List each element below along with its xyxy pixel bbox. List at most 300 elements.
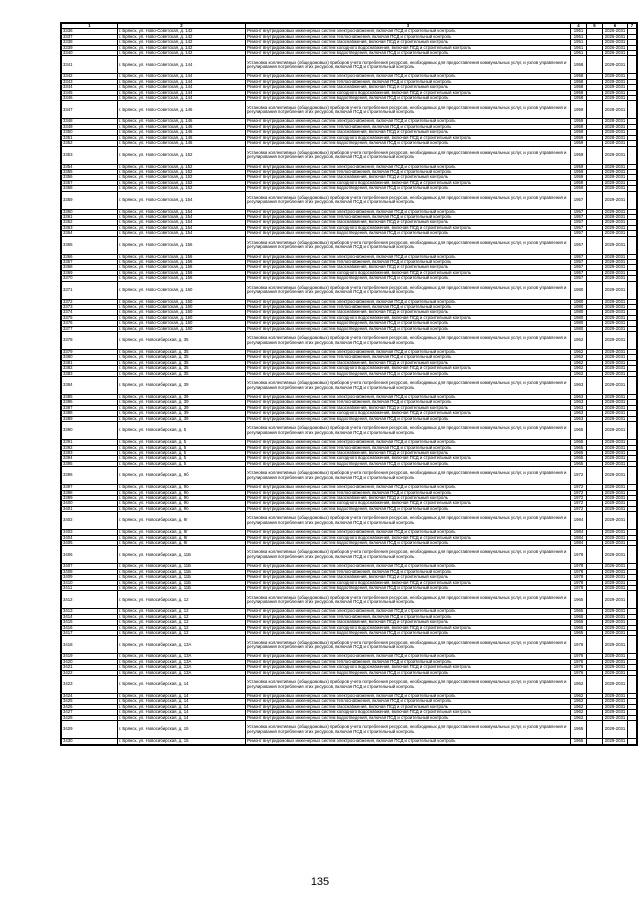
row-number: 3408 [62, 569, 118, 574]
year-cell: 1976 [571, 659, 587, 664]
address-cell: г. Брянск, ул. Новосибирская, д. 39 [118, 405, 246, 410]
address-cell: г. Брянск, ул. Ново-Советская, д. 152 [118, 175, 246, 180]
row-number: 3422 [62, 670, 118, 675]
work-type-cell: Ремонт внутридомовых инженерных систем теплоснабжения, включая ПСД и строительный контроль [246, 259, 571, 264]
period-cell: 2029-2031 [603, 512, 628, 530]
address-cell: г. Брянск, ул. Новосибирская, д. 12 [118, 609, 246, 614]
period-cell: 2029-2031 [603, 699, 628, 704]
work-type-cell: Ремонт внутридомовых инженерных систем водоотведения, включая ПСД и строительный контроль [246, 631, 571, 636]
year-cell: 1980 [571, 315, 587, 320]
row-number: 3365 [62, 236, 118, 254]
row-number: 3363 [62, 225, 118, 230]
address-cell: г. Брянск, ул. Новосибирская, д. 12 [118, 614, 246, 619]
year-cell: 1959 [571, 141, 587, 146]
row-number: 3399 [62, 495, 118, 500]
work-type-cell: Ремонт внутридомовых инженерных систем электроснабжения, включая ПСД и строительный контроль [246, 654, 571, 659]
address-cell: г. Брянск, ул. Ново-Советская, д. 160 [118, 315, 246, 320]
address-cell: г. Брянск, ул. Новосибирская, д. 11Б [118, 580, 246, 585]
row-number: 3430 [62, 739, 118, 744]
table-row [62, 332, 637, 350]
period-cell: 2029-2031 [603, 467, 628, 485]
work-type-cell: Установка коллективных (общедомовых) приборов учета потребления ресурсов, необходимых для предоставления коммунальных услуг, и узлов управления и регулирования потребления этих ресурсов, включая ПСД и строительный контроль [246, 676, 571, 694]
register-table [60, 22, 638, 746]
address-cell: г. Брянск, ул. Новосибирская, д. 13А [118, 670, 246, 675]
year-cell: 1962 [571, 371, 587, 376]
table-row [62, 281, 637, 299]
period-cell: 2026-2031 [603, 564, 628, 569]
year-cell: 1962 [571, 676, 587, 694]
row-number: 3340 [62, 51, 118, 56]
work-type-cell: Ремонт внутридомовых инженерных систем газоснабжения, включая ПСД и строительный контроль [246, 220, 571, 225]
table-row [62, 546, 637, 564]
empty-cell [587, 236, 603, 254]
work-type-cell: Ремонт внутридомовых инженерных систем теплоснабжения, включая ПСД и строительный контроль [246, 124, 571, 129]
row-number: 3394 [62, 456, 118, 461]
address-cell: г. Брянск, ул. Новосибирская, д. 39 [118, 400, 246, 405]
address-cell: г. Брянск, ул. Новосибирская, д. 9г [118, 530, 246, 535]
work-type-cell: Установка коллективных (общедомовых) приборов учета потребления ресурсов, необходимых для предоставления коммунальных услуг, и узлов управления и регулирования потребления этих ресурсов, включая ПСД и строительный контроль [246, 512, 571, 530]
empty-cell [587, 191, 603, 209]
row-number: 3349 [62, 124, 118, 129]
work-type-cell: Ремонт внутридомовых инженерных систем водоотведения, включая ПСД и строительный контроль [246, 186, 571, 191]
year-cell: 1963 [571, 377, 587, 395]
work-type-cell: Ремонт внутридомовых инженерных систем водоотведения, включая ПСД и строительный контроль [246, 540, 571, 545]
row-number: 3370 [62, 276, 118, 281]
period-cell: 2029-2031 [603, 659, 628, 664]
address-cell: г. Брянск, ул. Новосибирская, д. 35 [118, 332, 246, 350]
row-number: 3359 [62, 191, 118, 209]
period-cell: 2029-2031 [603, 191, 628, 209]
year-cell: 1959 [571, 180, 587, 185]
period-cell: 2029-2031 [603, 310, 628, 315]
work-type-cell: Ремонт внутридомовых инженерных систем газоснабжения, включая ПСД и строительный контроль [246, 575, 571, 580]
work-type-cell: Ремонт внутридомовых инженерных систем холодного водоснабжения, включая ПСД и строительный контроль [246, 710, 571, 715]
work-type-cell: Ремонт внутридомовых инженерных систем теплоснабжения, включая ПСД и строительный контроль [246, 355, 571, 360]
address-cell: г. Брянск, ул. Ново-Советская, д. 146 [118, 135, 246, 140]
empty-cell [628, 377, 637, 395]
column-2-header: 2 [118, 24, 246, 29]
year-cell: 1957 [571, 270, 587, 275]
row-number: 3377 [62, 326, 118, 331]
row-number: 3407 [62, 564, 118, 569]
work-type-cell: Ремонт внутридомовых инженерных систем газоснабжения, включая ПСД и строительный контроль [246, 310, 571, 315]
row-number: 3366 [62, 254, 118, 259]
period-cell: 2029-2031 [603, 694, 628, 699]
address-cell: г. Брянск, ул. Новосибирская, д. 39 [118, 411, 246, 416]
year-cell: 1958 [571, 96, 587, 101]
period-cell: 2029-2031 [603, 305, 628, 310]
row-number: 3402 [62, 512, 118, 530]
address-cell: г. Брянск, ул. Ново-Советская, д. 156 [118, 254, 246, 259]
period-cell: 2029-2031 [603, 350, 628, 355]
year-cell: 1984 [571, 540, 587, 545]
address-cell: г. Брянск, ул. Ново-Советская, д. 160 [118, 321, 246, 326]
page-number: 135 [310, 876, 330, 888]
year-cell: 1972 [571, 490, 587, 495]
address-cell: г. Брянск, ул. Ново-Советская, д. 156 [118, 276, 246, 281]
row-number: 3397 [62, 485, 118, 490]
work-type-cell: Ремонт внутридомовых инженерных систем газоснабжения, включая ПСД и строительный контроль [246, 40, 571, 45]
address-cell: г. Брянск, ул. Ново-Советская, д. 144 [118, 85, 246, 90]
year-cell: 1962 [571, 360, 587, 365]
year-cell: 1951 [571, 34, 587, 39]
year-cell: 1959 [571, 175, 587, 180]
year-cell: 1959 [571, 119, 587, 124]
year-cell: 1965 [571, 422, 587, 440]
empty-cell [587, 281, 603, 299]
row-number: 3378 [62, 332, 118, 350]
row-number: 3427 [62, 710, 118, 715]
address-cell: г. Брянск, ул. Новосибирская, д. 9г [118, 535, 246, 540]
year-cell: 1984 [571, 535, 587, 540]
row-number: 3341 [62, 56, 118, 74]
row-number: 3401 [62, 506, 118, 511]
table-row [62, 56, 637, 74]
period-cell: 2029-2031 [603, 506, 628, 511]
row-number: 3343 [62, 79, 118, 84]
period-cell: 2029-2031 [603, 405, 628, 410]
period-cell: 2029-2031 [603, 501, 628, 506]
period-cell: 2029-2031 [603, 445, 628, 450]
table-row [62, 191, 637, 209]
work-type-cell: Ремонт внутридомовых инженерных систем водоотведения, включая ПСД и строительный контроль [246, 321, 571, 326]
row-number: 3339 [62, 45, 118, 50]
empty-cell [587, 467, 603, 485]
work-type-cell: Ремонт внутридомовых инженерных систем теплоснабжения, включая ПСД и строительный контроль [246, 614, 571, 619]
work-type-cell: Ремонт внутридомовых инженерных систем водоотведения, включая ПСД и строительный контроль [246, 51, 571, 56]
address-cell: г. Брянск, ул. Ново-Советская, д. 146 [118, 101, 246, 119]
work-type-cell: Ремонт внутридомовых инженерных систем теплоснабжения, включая ПСД и строительный контроль [246, 699, 571, 704]
row-number: 3428 [62, 715, 118, 720]
work-type-cell: Ремонт внутридомовых инженерных систем водоотведения, включая ПСД и строительный контроль [246, 141, 571, 146]
empty-cell [587, 101, 603, 119]
row-number: 3423 [62, 676, 118, 694]
address-cell: г. Брянск, ул. Новосибирская, д. 39 [118, 395, 246, 400]
address-cell: г. Брянск, ул. Новосибирская, д. 9б [118, 490, 246, 495]
address-cell: г. Брянск, ул. Новосибирская, д. 9г [118, 512, 246, 530]
work-type-cell: Ремонт внутридомовых инженерных систем электроснабжения, включая ПСД и строительный контроль [246, 485, 571, 490]
work-type-cell: Установка коллективных (общедомовых) приборов учета потребления ресурсов, необходимых для предоставления коммунальных услуг, и узлов управления и регулирования потребления этих ресурсов, включая ПСД и строительный контроль [246, 281, 571, 299]
row-number: 3356 [62, 175, 118, 180]
row-number: 3351 [62, 135, 118, 140]
row-number: 3374 [62, 310, 118, 315]
period-cell: 2029-2031 [603, 315, 628, 320]
work-type-cell: Ремонт внутридомовых инженерных систем электроснабжения, включая ПСД и строительный контроль [246, 564, 571, 569]
period-cell: 2029-2031 [603, 74, 628, 79]
empty-cell [587, 591, 603, 609]
empty-cell [628, 101, 637, 119]
empty-cell [628, 56, 637, 74]
work-type-cell: Ремонт внутридомовых инженерных систем электроснабжения, включая ПСД и строительный контроль [246, 299, 571, 304]
period-cell: 2029-2031 [603, 580, 628, 585]
work-type-cell: Ремонт внутридомовых инженерных систем холодного водоснабжения, включая ПСД и строительный контроль [246, 45, 571, 50]
year-cell: 1958 [571, 74, 587, 79]
year-cell: 1957 [571, 254, 587, 259]
row-number: 3379 [62, 350, 118, 355]
work-type-cell: Ремонт внутридомовых инженерных систем водоотведения, включая ПСД и строительный контроль [246, 715, 571, 720]
empty-cell [628, 591, 637, 609]
work-type-cell: Установка коллективных (общедомовых) приборов учета потребления ресурсов, необходимых для предоставления коммунальных услуг, и узлов управления и регулирования потребления этих ресурсов, включая ПСД и строительный контроль [246, 721, 571, 739]
address-cell: г. Брянск, ул. Новосибирская, д. 14 [118, 715, 246, 720]
period-cell: 2029-2031 [603, 461, 628, 466]
period-cell: 2028-2031 [603, 119, 628, 124]
table-row [62, 467, 637, 485]
row-number: 3420 [62, 659, 118, 664]
work-type-cell: Установка коллективных (общедомовых) приборов учета потребления ресурсов, необходимых для предоставления коммунальных услуг, и узлов управления и регулирования потребления этих ресурсов, включая ПСД и строительный контроль [246, 422, 571, 440]
year-cell: 1976 [571, 654, 587, 659]
work-type-cell: Установка коллективных (общедомовых) приборов учета потребления ресурсов, необходимых для предоставления коммунальных услуг, и узлов управления и регулирования потребления этих ресурсов, включая ПСД и строительный контроль [246, 146, 571, 164]
row-number: 3417 [62, 631, 118, 636]
year-cell: 1962 [571, 715, 587, 720]
table-row [62, 676, 637, 694]
work-type-cell: Ремонт внутридомовых инженерных систем холодного водоснабжения, включая ПСД и строительный контроль [246, 665, 571, 670]
address-cell: г. Брянск, ул. Ново-Советская, д. 156 [118, 236, 246, 254]
period-cell: 2029-2031 [603, 422, 628, 440]
address-cell: г. Брянск, ул. Ново-Советская, д. 142 [118, 40, 246, 45]
address-cell: г. Брянск, ул. Новосибирская, д. 39 [118, 377, 246, 395]
row-number: 3400 [62, 501, 118, 506]
address-cell: г. Брянск, ул. Ново-Советская, д. 154 [118, 225, 246, 230]
work-type-cell: Ремонт внутридомовых инженерных систем водоотведения, включая ПСД и строительный контроль [246, 371, 571, 376]
row-number: 3338 [62, 40, 118, 45]
period-cell: 2029-2031 [603, 366, 628, 371]
period-cell: 2029-2031 [603, 164, 628, 169]
row-number: 3348 [62, 119, 118, 124]
row-number: 3350 [62, 130, 118, 135]
period-cell: 2029-2031 [603, 676, 628, 694]
address-cell: г. Брянск, ул. Ново-Советская, д. 142 [118, 29, 246, 34]
row-number: 3353 [62, 146, 118, 164]
table-row [62, 377, 637, 395]
row-number: 3409 [62, 575, 118, 580]
year-cell: 1962 [571, 355, 587, 360]
work-type-cell: Установка коллективных (общедомовых) приборов учета потребления ресурсов, необходимых для предоставления коммунальных услуг, и узлов управления и регулирования потребления этих ресурсов, включая ПСД и строительный контроль [246, 191, 571, 209]
year-cell: 1972 [571, 506, 587, 511]
period-cell: 2029-2031 [603, 739, 628, 744]
period-cell: 2026-2031 [603, 40, 628, 45]
address-cell: г. Брянск, ул. Ново-Советская, д. 156 [118, 265, 246, 270]
row-number: 3415 [62, 620, 118, 625]
table-row [62, 422, 637, 440]
period-cell: 2029-2031 [603, 631, 628, 636]
period-cell: 2029-2031 [603, 276, 628, 281]
year-cell: 1959 [571, 130, 587, 135]
address-cell: г. Брянск, ул. Новосибирская, д. 13А [118, 665, 246, 670]
year-cell: 1958 [571, 90, 587, 95]
address-cell: г. Брянск, ул. Новосибирская, д. 13А [118, 636, 246, 654]
column-4-header: 4 [571, 24, 587, 29]
year-cell: 1957 [571, 236, 587, 254]
address-cell: г. Брянск, ул. Ново-Советская, д. 160 [118, 299, 246, 304]
year-cell: 1978 [571, 564, 587, 569]
table-row [62, 739, 637, 744]
period-cell: 2029-2031 [603, 620, 628, 625]
year-cell: 1965 [571, 631, 587, 636]
period-cell: 2029-2031 [603, 535, 628, 540]
period-cell: 2029-2031 [603, 360, 628, 365]
period-cell: 2029-2031 [603, 270, 628, 275]
row-number: 3425 [62, 699, 118, 704]
address-cell: г. Брянск, ул. Новосибирская, д. 14 [118, 710, 246, 715]
year-cell: 1962 [571, 350, 587, 355]
empty-cell [587, 377, 603, 395]
address-cell: г. Брянск, ул. Ново-Советская, д. 156 [118, 259, 246, 264]
address-cell: г. Брянск, ул. Новосибирская, д. 5 [118, 440, 246, 445]
address-cell: г. Брянск, ул. Новосибирская, д. 35 [118, 360, 246, 365]
empty-cell [628, 236, 637, 254]
year-cell: 1959 [571, 164, 587, 169]
period-cell: 2029-2031 [603, 540, 628, 545]
address-cell: г. Брянск, ул. Ново-Советская, д. 144 [118, 96, 246, 101]
work-type-cell: Установка коллективных (общедомовых) приборов учета потребления ресурсов, необходимых для предоставления коммунальных услуг, и узлов управления и регулирования потребления этих ресурсов, включая ПСД и строительный контроль [246, 591, 571, 609]
row-number: 3383 [62, 371, 118, 376]
empty-cell [628, 676, 637, 694]
period-cell: 2029-2031 [603, 209, 628, 214]
row-number: 3403 [62, 530, 118, 535]
year-cell: 1957 [571, 209, 587, 214]
work-type-cell: Ремонт внутридомовых инженерных систем газоснабжения, включая ПСД и строительный контроль [246, 405, 571, 410]
period-cell: 2029-2031 [603, 614, 628, 619]
work-type-cell: Ремонт внутридомовых инженерных систем электроснабжения, включая ПСД и строительный контроль [246, 694, 571, 699]
address-cell: г. Брянск, ул. Ново-Советская, д. 146 [118, 141, 246, 146]
period-cell: 2029-2031 [603, 546, 628, 564]
period-cell: 2029-2031 [603, 490, 628, 495]
period-cell: 2029-2031 [603, 146, 628, 164]
period-cell: 2029-2031 [603, 281, 628, 299]
empty-cell [587, 676, 603, 694]
row-number: 3411 [62, 586, 118, 591]
year-cell: 1957 [571, 276, 587, 281]
period-cell: 2028-2031 [603, 101, 628, 119]
row-number: 3354 [62, 164, 118, 169]
period-cell: 2029-2031 [603, 332, 628, 350]
address-cell: г. Брянск, ул. Ново-Советская, д. 152 [118, 146, 246, 164]
address-cell: г. Брянск, ул. Новосибирская, д. 15 [118, 739, 246, 744]
year-cell: 1962 [571, 366, 587, 371]
year-cell: 1978 [571, 546, 587, 564]
period-cell: 2029-2031 [603, 180, 628, 185]
row-number: 3369 [62, 270, 118, 275]
work-type-cell: Ремонт внутридомовых инженерных систем водоотведения, включая ПСД и строительный контроль [246, 461, 571, 466]
address-cell: г. Брянск, ул. Ново-Советская, д. 144 [118, 74, 246, 79]
year-cell: 1976 [571, 636, 587, 654]
period-cell: 2028-2031 [603, 135, 628, 140]
work-type-cell: Ремонт внутридомовых инженерных систем газоснабжения, включая ПСД и строительный контроль [246, 175, 571, 180]
address-cell: г. Брянск, ул. Новосибирская, д. 12 [118, 591, 246, 609]
address-cell: г. Брянск, ул. Новосибирская, д. 12 [118, 620, 246, 625]
year-cell: 1965 [571, 614, 587, 619]
address-cell: г. Брянск, ул. Новосибирская, д. 5 [118, 456, 246, 461]
period-cell: 2029-2031 [603, 79, 628, 84]
row-number: 3393 [62, 450, 118, 455]
work-type-cell: Ремонт внутридомовых инженерных систем водоотведения, включая ПСД и строительный контроль [246, 416, 571, 421]
empty-cell [628, 332, 637, 350]
period-cell: 2029-2031 [603, 321, 628, 326]
address-cell: г. Брянск, ул. Ново-Советская, д. 160 [118, 305, 246, 310]
year-cell: 1965 [571, 456, 587, 461]
address-cell: г. Брянск, ул. Ново-Советская, д. 152 [118, 180, 246, 185]
period-cell: 2029-2031 [603, 586, 628, 591]
period-cell: 2028-2031 [603, 130, 628, 135]
work-type-cell: Ремонт внутридомовых инженерных систем теплоснабжения, включая ПСД и строительный контроль [246, 214, 571, 219]
work-type-cell: Ремонт внутридомовых инженерных систем холодного водоснабжения, включая ПСД и строительный контроль [246, 625, 571, 630]
work-type-cell: Ремонт внутридомовых инженерных систем электроснабжения, включая ПСД и строительный контроль [246, 530, 571, 535]
work-type-cell: Ремонт внутридомовых инженерных систем холодного водоснабжения, включая ПСД и строительный контроль [246, 225, 571, 230]
row-number: 3389 [62, 416, 118, 421]
work-type-cell: Ремонт внутридомовых инженерных систем электроснабжения, включая ПСД и строительный контроль [246, 209, 571, 214]
row-number: 3398 [62, 490, 118, 495]
year-cell: 1957 [571, 265, 587, 270]
address-cell: г. Брянск, ул. Ново-Советская, д. 160 [118, 310, 246, 315]
year-cell: 1965 [571, 461, 587, 466]
year-cell: 1959 [571, 135, 587, 140]
year-cell: 1957 [571, 214, 587, 219]
period-cell: 2029-2031 [603, 575, 628, 580]
year-cell: 1951 [571, 40, 587, 45]
period-cell: 2029-2031 [603, 85, 628, 90]
row-number: 3426 [62, 704, 118, 709]
address-cell: г. Брянск, ул. Новосибирская, д. 11Б [118, 586, 246, 591]
work-type-cell: Ремонт внутридомовых инженерных систем газоснабжения, включая ПСД и строительный контроль [246, 495, 571, 500]
work-type-cell: Ремонт внутридомовых инженерных систем водоотведения, включая ПСД и строительный контроль [246, 96, 571, 101]
row-number: 3357 [62, 180, 118, 185]
address-cell: г. Брянск, ул. Новосибирская, д. 9б [118, 485, 246, 490]
period-cell: 2029-2031 [603, 254, 628, 259]
period-cell: 2029-2031 [603, 395, 628, 400]
address-cell: г. Брянск, ул. Ново-Советская, д. 160 [118, 326, 246, 331]
period-cell: 2029-2031 [603, 377, 628, 395]
row-number: 3380 [62, 355, 118, 360]
period-cell: 2029-2031 [603, 96, 628, 101]
address-cell: г. Брянск, ул. Новосибирская, д. 11Б [118, 564, 246, 569]
empty-cell [587, 332, 603, 350]
work-type-cell: Ремонт внутридомовых инженерных систем холодного водоснабжения, включая ПСД и строительный контроль [246, 366, 571, 371]
year-cell: 1963 [571, 405, 587, 410]
year-cell: 1962 [571, 694, 587, 699]
period-cell: 2026-2031 [603, 45, 628, 50]
row-number: 3360 [62, 209, 118, 214]
address-cell: г. Брянск, ул. Новосибирская, д. 5 [118, 461, 246, 466]
period-cell: 2029-2031 [603, 591, 628, 609]
period-cell: 2029-2031 [603, 371, 628, 376]
year-cell: 1978 [571, 580, 587, 585]
row-number: 3376 [62, 321, 118, 326]
year-cell: 1980 [571, 321, 587, 326]
row-number: 3386 [62, 400, 118, 405]
empty-cell [587, 512, 603, 530]
year-cell: 1976 [571, 670, 587, 675]
address-cell: г. Брянск, ул. Ново-Советская, д. 152 [118, 186, 246, 191]
work-type-cell: Ремонт внутридомовых инженерных систем теплоснабжения, включая ПСД и строительный контроль [246, 569, 571, 574]
row-number: 3372 [62, 299, 118, 304]
work-type-cell: Ремонт внутридомовых инженерных систем газоснабжения, включая ПСД и строительный контроль [246, 265, 571, 270]
address-cell: г. Брянск, ул. Ново-Советская, д. 154 [118, 191, 246, 209]
table-body [62, 29, 637, 744]
row-number: 3396 [62, 467, 118, 485]
address-cell: г. Брянск, ул. Новосибирская, д. 11Б [118, 569, 246, 574]
address-cell: г. Брянск, ул. Ново-Советская, д. 142 [118, 34, 246, 39]
row-number: 3362 [62, 220, 118, 225]
year-cell: 1963 [571, 416, 587, 421]
row-number: 3404 [62, 535, 118, 540]
row-number: 3381 [62, 360, 118, 365]
row-number: 3391 [62, 440, 118, 445]
period-cell: 2029-2031 [603, 299, 628, 304]
period-cell: 2028-2031 [603, 141, 628, 146]
row-number: 3345 [62, 90, 118, 95]
year-cell: 1978 [571, 575, 587, 580]
year-cell: 1951 [571, 29, 587, 34]
